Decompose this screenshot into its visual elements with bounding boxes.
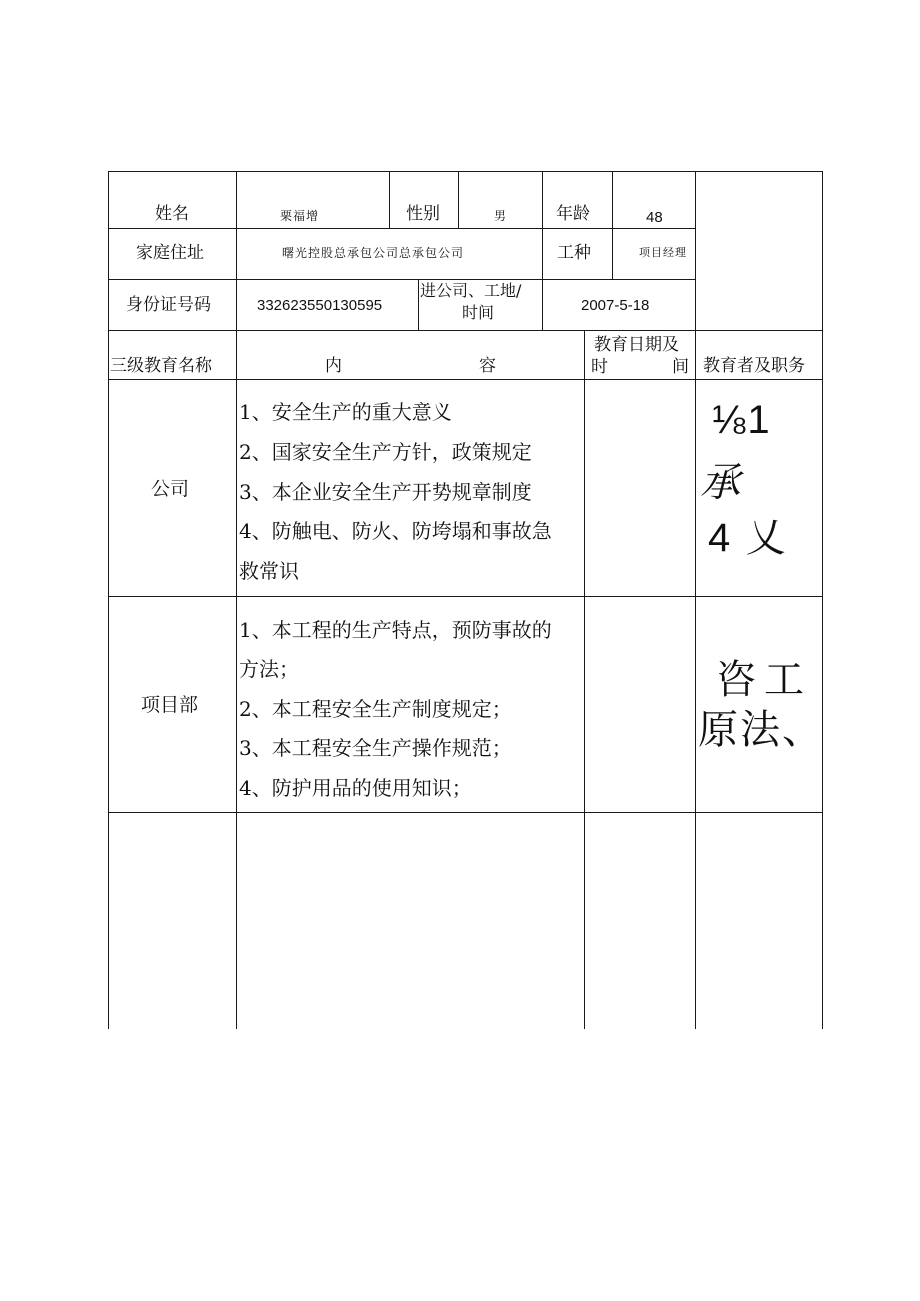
entry-date-value: 2007-5-18	[581, 297, 650, 314]
job-value: 项目经理	[639, 246, 687, 259]
age-value: 48	[646, 209, 663, 226]
list-item: 救常识	[239, 559, 299, 583]
level-name-header: 三级教育名称	[110, 356, 212, 376]
name-value: 栗福增	[280, 209, 320, 223]
content-header-part1: 内	[325, 356, 342, 376]
gender-label: 性别	[406, 204, 440, 224]
date-header-line1: 教育日期及	[594, 335, 679, 355]
list-item: 2、本工程安全生产制度规定；	[239, 697, 512, 721]
job-label: 工种	[557, 243, 591, 263]
signature-line: 咨工	[716, 657, 812, 703]
signature-line: 原法、	[698, 707, 824, 753]
id-label: 身份证号码	[126, 295, 211, 315]
date-header-shi: 时	[591, 357, 608, 377]
signature-line: 4 乂	[708, 516, 788, 560]
entry-label-line2: 时间	[462, 303, 495, 322]
date-header-jian: 间	[672, 357, 689, 377]
list-item: 3、本工程安全生产操作规范；	[239, 736, 512, 760]
row-project-level: 项目部	[141, 694, 199, 716]
signature-line: ⅛1	[712, 398, 772, 442]
list-item: 1、安全生产的重大意义	[239, 400, 452, 424]
list-item: 4、防护用品的使用知识；	[239, 776, 472, 800]
signature-line: 承	[700, 460, 742, 506]
list-item: 3、本企业安全生产开势规章制度	[239, 480, 532, 504]
id-value: 332623550130595	[257, 297, 383, 314]
list-item: 方法；	[239, 657, 299, 681]
address-label: 家庭住址	[136, 243, 204, 263]
list-item: 2、国家安全生产方针，政策规定	[239, 440, 532, 464]
educator-header: 教育者及职务	[703, 356, 805, 376]
name-label: 姓名	[155, 204, 189, 224]
address-value: 曙光控股总承包公司总承包公司	[282, 246, 465, 260]
age-label: 年龄	[556, 204, 590, 224]
list-item: 4、防触电、防火、防垮塌和事故急	[239, 519, 552, 543]
content-header-part2: 容	[479, 356, 496, 376]
list-item: 1、本工程的生产特点，预防事故的	[239, 618, 552, 642]
gender-value: 男	[494, 209, 508, 223]
entry-label-line1: 进公司、工地/	[420, 281, 522, 300]
row-company-level: 公司	[151, 478, 190, 500]
